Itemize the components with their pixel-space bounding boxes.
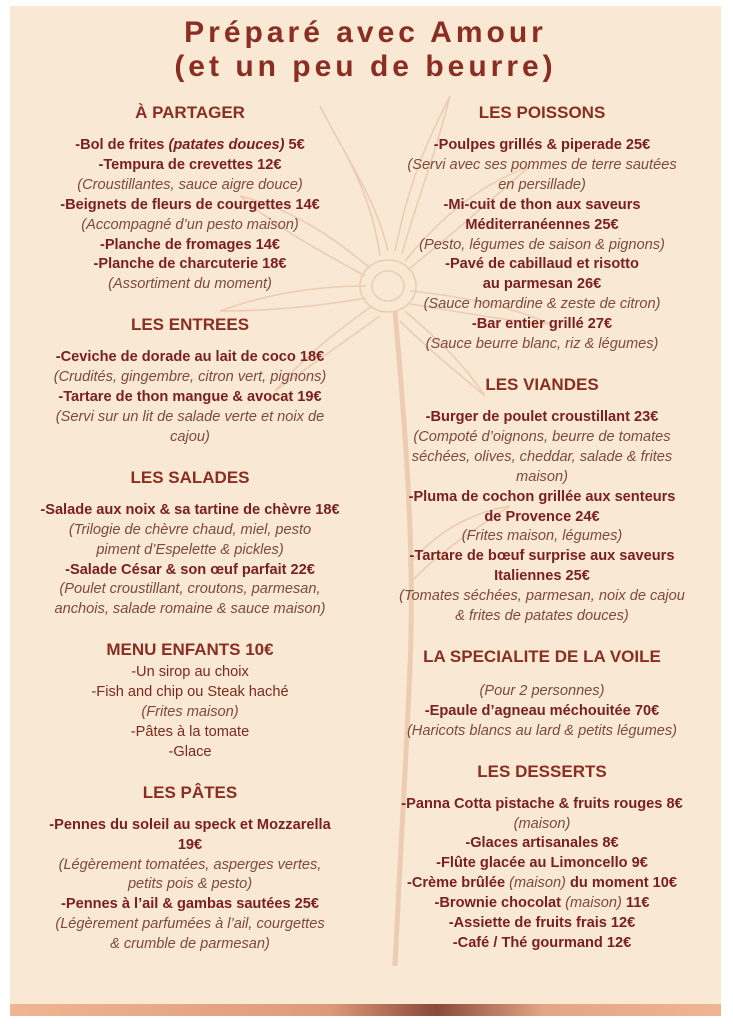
menu-item: -Bar entier grillé 27€ xyxy=(471,316,613,333)
section-entrees xyxy=(12,314,368,448)
item-description: & frites de patates douces) xyxy=(455,608,629,625)
menu-item: -Poulpes grillés & piperade 25€ xyxy=(433,137,651,153)
item-description: petits pois & pesto) xyxy=(127,876,253,893)
menu-item: au parmesan 26€ xyxy=(482,276,602,293)
menu-item: -Pennes à l’ail & gambas sautées 25€ xyxy=(61,896,319,913)
item-description: (maison) xyxy=(513,815,571,832)
item-description: (Sauce beurre blanc, riz & légumes) xyxy=(425,336,659,353)
menu-item: -Panna Cotta pistache & fruits rouges 8€ xyxy=(401,795,683,812)
item-description: anchois, salade romaine & sauce maison) xyxy=(54,601,326,618)
menu-item: -Un sirop au choix xyxy=(131,664,249,681)
menu-item: -Tartare de bœuf surprise aux saveurs xyxy=(409,548,675,565)
item-description: (Compoté d’oignons, beurre de tomates xyxy=(413,428,671,445)
left-column xyxy=(12,102,368,974)
menu-item: -Pâtes à la tomate xyxy=(130,723,250,740)
menu-item: -Bol de frites (patates douces) 5€ xyxy=(75,137,305,153)
menu-item: -Crème brûlée (maison) du moment 10€ xyxy=(406,875,678,892)
menu-item: -Pavé de cabillaud et risotto xyxy=(445,256,639,273)
item-description: en persillade) xyxy=(498,176,586,193)
menu-item: -Ceviche de dorade au lait de coco 18€ xyxy=(55,349,325,366)
section-specialite xyxy=(364,646,720,742)
item-description: (Crudités, gingembre, citron vert, pignons) xyxy=(53,369,327,386)
menu-item: 19€ xyxy=(177,836,203,853)
menu-item: -Assiette de fruits frais 12€ xyxy=(448,915,636,932)
menu-item: -Glace xyxy=(168,743,212,760)
menu-item: -Planche de fromages 14€ xyxy=(99,236,281,253)
menu-item: -Glaces artisanales 8€ xyxy=(465,835,619,852)
item-description: (Tomates séchées, parmesan, noix de cajou xyxy=(399,588,685,605)
menu-title-line-1: Préparé avec Amour xyxy=(184,16,547,49)
section-heading: LES POISSONS xyxy=(478,103,606,122)
section-heading: LES VIANDES xyxy=(485,374,599,394)
menu-title-line-2: (et un peu de beurre) xyxy=(174,50,557,83)
item-description: (Frites maison, légumes) xyxy=(461,528,623,545)
section-heading: À PARTAGER xyxy=(135,103,245,122)
section-heading: LES DESSERTS xyxy=(477,761,607,781)
section-menu-enfants xyxy=(12,639,368,763)
menu-item: de Provence 24€ xyxy=(484,508,600,525)
item-description: (Poulet croustillant, croutons, parmesan, xyxy=(59,581,321,598)
menu-item: -Planche de charcuterie 18€ xyxy=(93,256,287,273)
item-description: (Légèrement parfumées à l’ail, courgettes xyxy=(55,916,325,933)
menu-item: Méditerranéennes 25€ xyxy=(465,216,619,233)
item-description: (Accompagné d’un pesto maison) xyxy=(81,216,299,233)
menu-item: -Burger de poulet croustillant 23€ xyxy=(425,408,659,425)
menu-item: -Mi-cuit de thon aux saveurs xyxy=(443,196,641,213)
menu-item: -Tempura de crevettes 12€ xyxy=(98,156,282,173)
menu-item: -Salade César & son œuf parfait 22€ xyxy=(65,561,315,578)
item-description: (Servi sur un lit de salade verte et noix de xyxy=(55,408,325,425)
section-heading: LES SALADES xyxy=(130,467,250,487)
section-desserts xyxy=(364,761,720,954)
item-description: (Légèrement tomatées, asperges vertes, xyxy=(58,856,322,873)
menu-item: -Pluma de cochon grillée aux senteurs xyxy=(408,488,676,505)
section-heading: LA SPECIALITE DE LA VOILE xyxy=(423,646,661,666)
menu-item: -Flûte glacée au Limoncello 9€ xyxy=(436,855,648,872)
item-description: (Servi avec ses pommes de terre sautées xyxy=(407,156,677,173)
section-a-partager xyxy=(12,102,368,295)
item-description: & crumble de parmesan) xyxy=(110,936,270,953)
menu-page xyxy=(10,6,721,1016)
item-description: (Frites maison) xyxy=(141,704,239,721)
right-column xyxy=(364,102,720,973)
menu-item: Italiennes 25€ xyxy=(494,568,590,585)
menu-item: -Pennes du soleil au speck et Mozzarella xyxy=(49,816,331,833)
menu-item: -Fish and chip ou Steak haché xyxy=(91,684,289,701)
menu-item: -Epaule d’agneau méchouitée 70€ xyxy=(424,702,660,719)
item-description: maison) xyxy=(516,468,568,485)
item-description: cajou) xyxy=(170,428,210,445)
item-description: piment d’Espelette & pickles) xyxy=(96,541,284,558)
item-description: (Haricots blancs au lard & petits légumes) xyxy=(406,722,678,739)
menu-item: -Beignets de fleurs de courgettes 14€ xyxy=(60,196,320,213)
item-description: séchées, olives, cheddar, salade & frites xyxy=(411,448,673,465)
decorative-bottom-bar xyxy=(10,1004,721,1016)
item-description: (Assortiment du moment) xyxy=(108,276,272,293)
menu-item: -Salade aux noix & sa tartine de chèvre 18€ xyxy=(40,501,340,518)
item-description: (Croustillantes, sauce aigre douce) xyxy=(77,176,303,193)
section-heading: LES ENTREES xyxy=(130,315,250,335)
menu-item: -Café / Thé gourmand 12€ xyxy=(452,935,632,951)
item-description: (Trilogie de chèvre chaud, miel, pesto xyxy=(68,521,312,538)
item-description: (Pour 2 personnes) xyxy=(479,682,605,699)
item-description: (Sauce homardine & zeste de citron) xyxy=(423,296,661,313)
menu-title xyxy=(10,16,721,84)
section-heading: MENU ENFANTS 10€ xyxy=(106,640,274,660)
menu-item: -Tartare de thon mangue & avocat 19€ xyxy=(58,389,322,406)
menu-item: -Brownie chocolat (maison) 11€ xyxy=(434,895,650,912)
section-salades xyxy=(12,467,368,620)
section-pates xyxy=(12,782,368,955)
section-viandes xyxy=(364,374,720,627)
item-description: (Pesto, légumes de saison & pignons) xyxy=(419,236,665,253)
section-heading: LES PÂTES xyxy=(142,782,238,802)
section-poissons xyxy=(364,102,720,355)
